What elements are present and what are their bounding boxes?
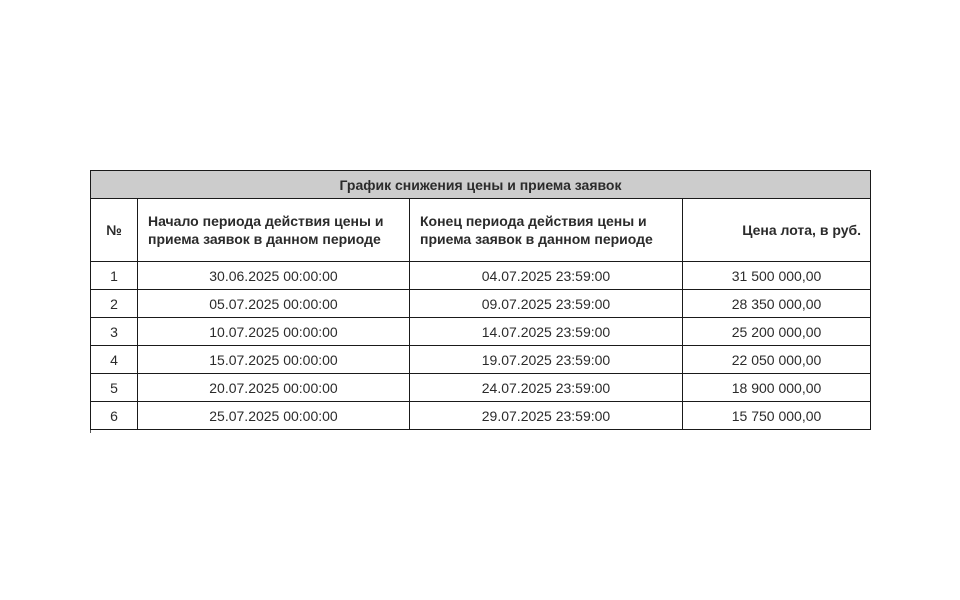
row-number: 5 [91, 374, 138, 402]
table-title-row [91, 171, 871, 199]
row-end: 19.07.2025 23:59:00 [410, 346, 683, 374]
row-start: 25.07.2025 00:00:00 [138, 402, 410, 430]
table-header-row [91, 199, 871, 262]
row-start: 15.07.2025 00:00:00 [138, 346, 410, 374]
table-title: График снижения цены и приема заявок [91, 171, 871, 199]
header-number: № [91, 199, 138, 262]
table-row [91, 262, 871, 290]
row-number: 2 [91, 290, 138, 318]
header-period-start: Начало периода действия цены и приема заявок в данном периоде [138, 199, 410, 262]
row-price: 22 050 000,00 [683, 346, 871, 374]
row-number: 6 [91, 402, 138, 430]
table-row [91, 374, 871, 402]
row-start: 20.07.2025 00:00:00 [138, 374, 410, 402]
row-price: 15 750 000,00 [683, 402, 871, 430]
table-row [91, 402, 871, 430]
row-price: 31 500 000,00 [683, 262, 871, 290]
row-end: 29.07.2025 23:59:00 [410, 402, 683, 430]
row-end: 09.07.2025 23:59:00 [410, 290, 683, 318]
price-schedule-table [90, 170, 871, 430]
header-lot-price: Цена лота, в руб. [683, 199, 871, 262]
row-end: 04.07.2025 23:59:00 [410, 262, 683, 290]
row-number: 3 [91, 318, 138, 346]
row-start: 10.07.2025 00:00:00 [138, 318, 410, 346]
row-price: 25 200 000,00 [683, 318, 871, 346]
row-start: 05.07.2025 00:00:00 [138, 290, 410, 318]
table-corner-mark [90, 430, 91, 433]
row-number: 1 [91, 262, 138, 290]
row-price: 18 900 000,00 [683, 374, 871, 402]
row-number: 4 [91, 346, 138, 374]
header-period-end: Конец периода действия цены и приема заявок в данном периоде [410, 199, 683, 262]
table-row [91, 346, 871, 374]
row-price: 28 350 000,00 [683, 290, 871, 318]
table-row [91, 290, 871, 318]
row-start: 30.06.2025 00:00:00 [138, 262, 410, 290]
row-end: 24.07.2025 23:59:00 [410, 374, 683, 402]
row-end: 14.07.2025 23:59:00 [410, 318, 683, 346]
table-row [91, 318, 871, 346]
